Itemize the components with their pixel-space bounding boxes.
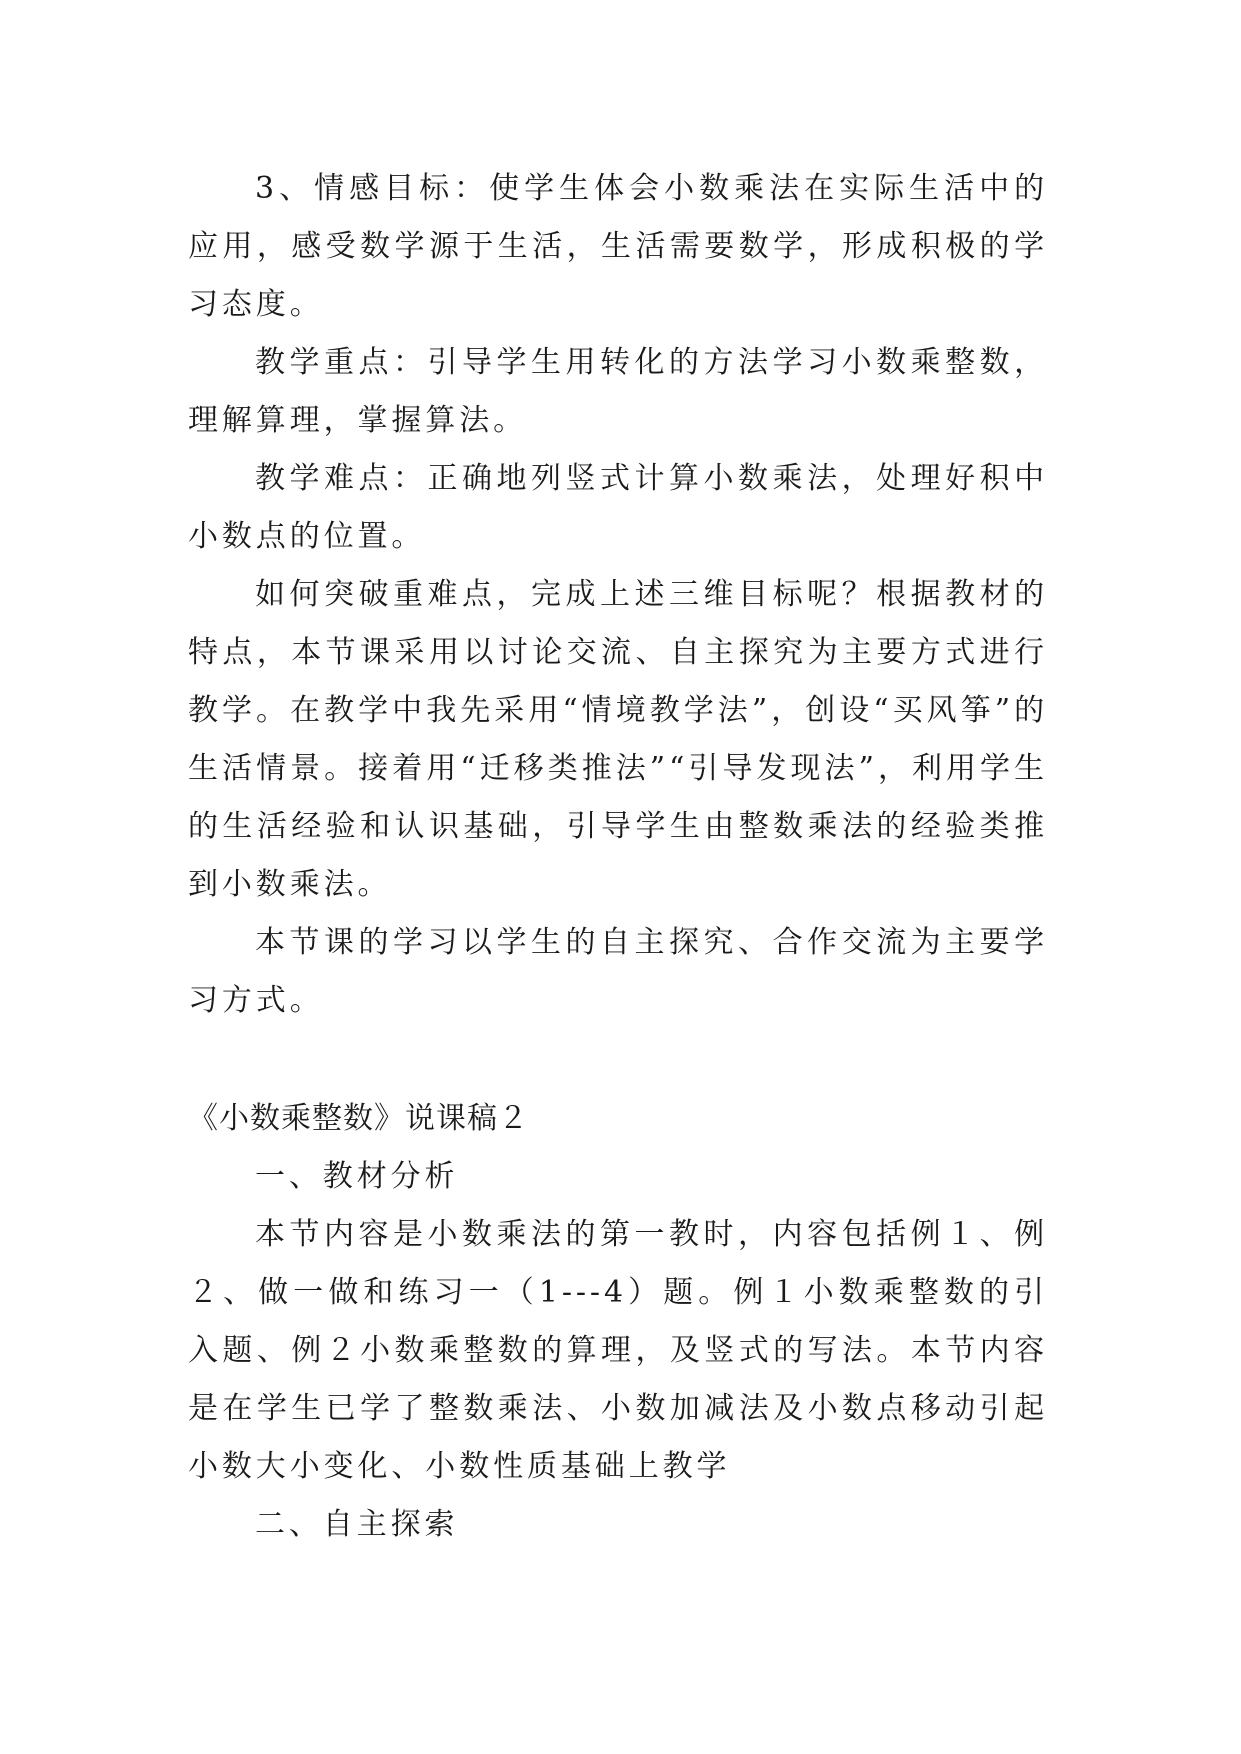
paragraph-material-analysis: 本节内容是小数乘法的第一教时，内容包括例１、例２、做一做和练习一（1---4）题。例１小数乘整数的引入题、例２小数乘整数的算理，及竖式的写法。本节内容是在学生已学了整数乘法、小数加减法及小数点移动引起小数大小变化、小数性质基础上教学 — [188, 1217, 1048, 1484]
paragraph-emotional-goal: 3、情感目标：使学生体会小数乘法在实际生活中的应用，感受数学源于生活，生活需要数学，形成积极的学习态度。 — [188, 171, 1048, 322]
paragraph-teaching-difficulty: 教学难点：正确地列竖式计算小数乘法，处理好积中小数点的位置。 — [188, 461, 1048, 554]
section-title: 《小数乘整数》说课稿２ — [188, 1101, 529, 1136]
paragraph-learning-methods: 本节课的学习以学生的自主探究、合作交流为主要学习方式。 — [188, 925, 1048, 1018]
heading-self-exploration: 二、自主探索 — [255, 1507, 459, 1542]
paragraph-teaching-focus: 教学重点：引导学生用转化的方法学习小数乘整数，理解算理，掌握算法。 — [188, 345, 1048, 438]
heading-material-analysis: 一、教材分析 — [255, 1159, 459, 1194]
document-body — [188, 160, 1048, 1554]
paragraph-teaching-methods: 如何突破重难点，完成上述三维目标呢？根据教材的特点，本节课采用以讨论交流、自主探究为主要方式进行教学。在教学中我先采用“情境教学法”，创设“买风筝”的生活情景。接着用“迁移类推法”“引导发现法”，利用学生的生活经验和认识基础，引导学生由整数乘法的经验类推到小数乘法。 — [188, 577, 1048, 902]
